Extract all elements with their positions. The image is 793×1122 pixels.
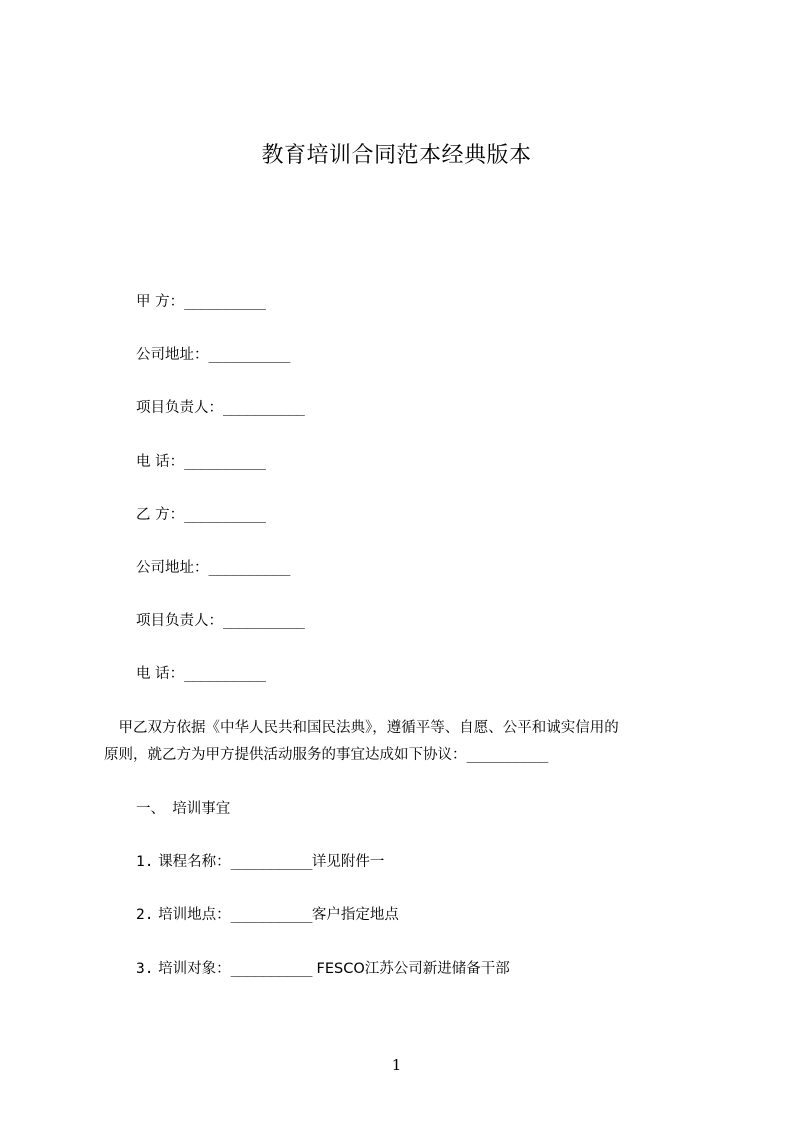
item-label: 课程名称：	[158, 854, 231, 870]
item-value: 详见附件一	[311, 854, 385, 870]
item-label: 培训地点：	[158, 907, 231, 923]
party-b-blank: __________	[184, 507, 266, 523]
party-a-address-label: 公司地址：	[136, 347, 209, 363]
party-a-manager-blank: __________	[223, 400, 305, 416]
item-blank: __________	[230, 907, 312, 923]
item-value: 客户指定地点	[311, 907, 399, 923]
party-b-phone-blank: __________	[184, 666, 266, 682]
intro-blank: __________	[466, 747, 548, 763]
party-b-manager-label: 项目负责人：	[136, 613, 223, 629]
section-1-heading: 一、 培训事宜	[136, 801, 231, 817]
party-b-phone-label: 电 话：	[136, 666, 185, 682]
party-a-phone-blank: __________	[184, 454, 266, 470]
item-blank: __________	[230, 854, 312, 870]
item-value: FESCO江苏公司新进储备干部	[311, 961, 510, 977]
intro-line-2	[104, 745, 704, 765]
item-number: 3.	[136, 961, 154, 977]
party-a-blank: __________	[184, 294, 266, 310]
party-b-label: 乙 方：	[136, 507, 185, 523]
section-1-item	[136, 852, 384, 872]
intro-line-1: 甲乙双方依据《中华人民共和国民法典》，遵循平等、自愿、公平和诚实信用的	[104, 720, 619, 736]
party-a-phone-label: 电 话：	[136, 454, 185, 470]
party-b-address-line	[136, 558, 290, 578]
party-a-manager-line	[136, 398, 304, 418]
party-a-label: 甲 方：	[136, 294, 185, 310]
page-number: 1	[391, 1056, 402, 1074]
party-a-phone-line	[136, 452, 265, 472]
party-b-address-blank: __________	[208, 560, 290, 576]
party-b-address-label: 公司地址：	[136, 560, 209, 576]
party-a-line	[136, 292, 265, 312]
party-b-manager-blank: __________	[223, 613, 305, 629]
item-blank: __________	[230, 961, 312, 977]
party-b-manager-line	[136, 611, 304, 631]
party-a-address-blank: __________	[208, 347, 290, 363]
item-number: 1.	[136, 854, 154, 870]
item-number: 2.	[136, 907, 154, 923]
section-1-item	[136, 959, 510, 979]
item-label: 培训对象：	[158, 961, 231, 977]
section-1-item	[136, 905, 399, 925]
party-b-line	[136, 505, 265, 525]
party-a-address-line	[136, 345, 290, 365]
intro-line-2-text: 原则，就乙方为甲方提供活动服务的事宜达成如下协议：	[104, 747, 467, 763]
party-b-phone-line	[136, 664, 265, 684]
document-title: 教育培训合同范本经典版本	[261, 143, 532, 168]
party-a-manager-label: 项目负责人：	[136, 400, 223, 416]
